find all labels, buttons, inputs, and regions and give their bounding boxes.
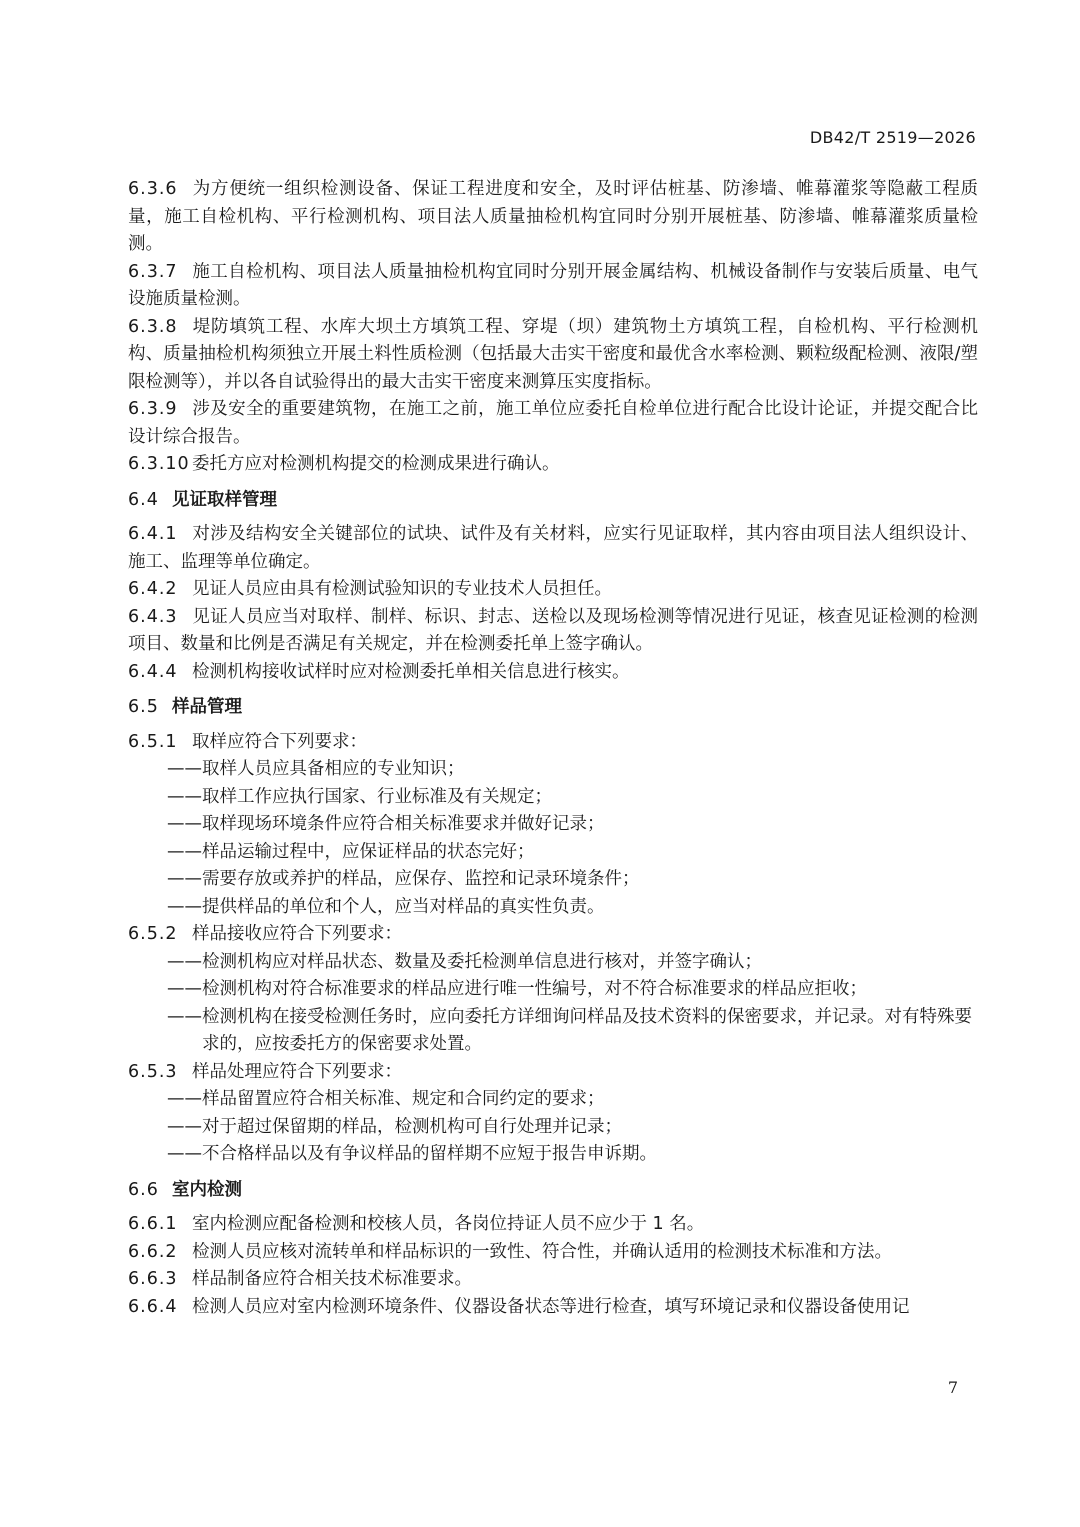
list-item: ——取样工作应执行国家、行业标准及有关规定；: [167, 786, 552, 807]
section-number: 6.5: [128, 697, 159, 717]
document-code: DB42/T 2519—2026: [809, 128, 976, 147]
list-item: ——取样人员应具备相应的专业知识；: [167, 759, 465, 779]
clause-number: 6.3.9: [128, 399, 178, 419]
clause-6-6-3: [128, 1266, 978, 1294]
section-number: 6.4: [128, 489, 159, 510]
document-body: [128, 176, 978, 1321]
section-title: 室内检测: [172, 1179, 242, 1200]
list-item: ——检测机构对符合标准要求的样品应进行唯一性编号，对不符合标准要求的样品应拒收；: [167, 979, 867, 999]
clause-text: 委托方应对检测机构提交的检测成果进行确认。: [192, 454, 560, 474]
list-item: ——取样现场环境条件应符合相关标准要求并做好记录；: [167, 814, 605, 834]
section-heading-6-4: [128, 487, 978, 515]
section-number: 6.6: [128, 1179, 159, 1200]
clause-text: 样品接收应符合下列要求：: [192, 924, 402, 944]
clause-6-5-2: [128, 921, 978, 949]
list-item: ——不合格样品以及有争议样品的留样期不应短于报告申诉期。: [167, 1144, 657, 1164]
list-item: ——提供样品的单位和个人，应当对样品的真实性负责。: [167, 896, 605, 917]
clause-number: 6.5.2: [128, 924, 178, 944]
clause-6-3-7: [128, 259, 978, 314]
clause-number: 6.3.8: [128, 316, 178, 337]
list-item: ——需要存放或养护的样品，应保存、监控和记录环境条件；: [167, 869, 640, 889]
clause-6-3-8: [128, 314, 978, 397]
clause-number: 6.3.6: [128, 179, 178, 199]
clause-number: 6.4.2: [128, 579, 178, 599]
clause-text: 对涉及结构安全关键部位的试块、试件及有关材料，应实行见证取样，其内容由项目法人组织设计、施工、监理等单位确定。: [128, 524, 978, 572]
clause-number: 6.6.1: [128, 1214, 178, 1234]
clause-text: 室内检测应配备检测和校核人员，各岗位持证人员不应少于 1 名。: [192, 1214, 705, 1234]
clause-text: 见证人员应当对取样、制样、标识、封志、送检以及现场检测等情况进行见证，核查见证检测的检测项目、数量和比例是否满足有关规定，并在检测委托单上签字确认。: [128, 606, 978, 654]
section-title: 见证取样管理: [172, 489, 277, 510]
clause-6-5-1: [128, 729, 978, 757]
clause-6-3-6: [128, 176, 978, 259]
clause-number: 6.4.1: [128, 524, 178, 544]
clause-number: 6.4.3: [128, 606, 178, 627]
list-item: ——检测机构在接受检测任务时，应向委托方详细询问样品及技术资料的保密要求，并记录。对有特殊要求的，应按委托方的保密要求处置。: [167, 1006, 972, 1054]
section-heading-6-6: [128, 1177, 978, 1205]
clause-6-6-4: [128, 1294, 978, 1322]
clause-6-4-4: [128, 659, 978, 687]
clause-text: 涉及安全的重要建筑物，在施工之前，施工单位应委托自检单位进行配合比设计论证，并提交配合比设计综合报告。: [128, 399, 978, 447]
clause-6-4-2: [128, 576, 978, 604]
clause-6-4-1: [128, 521, 978, 576]
clause-text: 见证人员应由具有检测试验知识的专业技术人员担任。: [192, 579, 612, 599]
clause-number: 6.6.4: [128, 1296, 178, 1317]
list-item: ——对于超过保留期的样品，检测机构可自行处理并记录；: [167, 1116, 622, 1137]
clause-6-5-3: [128, 1059, 978, 1087]
clause-6-3-9: [128, 396, 978, 451]
clause-number: 6.6.3: [128, 1269, 178, 1289]
clause-number: 6.5.3: [128, 1061, 178, 1082]
clause-6-3-10: [128, 451, 978, 479]
section-heading-6-5: [128, 694, 978, 722]
clause-text: 取样应符合下列要求：: [192, 731, 367, 752]
clause-text: 检测人员应对室内检测环境条件、仪器设备状态等进行检查，填写环境记录和仪器设备使用记: [192, 1296, 910, 1317]
clause-text: 检测机构接收试样时应对检测委托单相关信息进行核实。: [192, 661, 630, 682]
clause-number: 6.3.7: [128, 261, 178, 282]
clause-6-4-3: [128, 604, 978, 659]
clause-text: 检测人员应核对流转单和样品标识的一致性、符合性，并确认适用的检测技术标准和方法。: [192, 1241, 892, 1262]
list-item: ——样品留置应符合相关标准、规定和合同约定的要求；: [167, 1089, 605, 1109]
clause-number: 6.4.4: [128, 661, 178, 682]
clause-number: 6.3.10: [128, 454, 190, 474]
page-number: 7: [947, 1378, 958, 1397]
clause-6-6-1: [128, 1211, 978, 1239]
clause-text: 堤防填筑工程、水库大坝土方填筑工程、穿堤（坝）建筑物土方填筑工程，自检机构、平行检测机构、质量抽检机构须独立开展土料性质检测（包括最大击实干密度和最优含水率检测、颗粒级配检测、液限/塑限检测等），并以各自试验得出的最大击实干密度来测算压实度指标。: [128, 316, 978, 392]
clause-text: 为方便统一组织检测设备、保证工程进度和安全，及时评估桩基、防渗墙、帷幕灌浆等隐蔽工程质量，施工自检机构、平行检测机构、项目法人质量抽检机构宜同时分别开展桩基、防渗墙、帷幕灌浆质量检测。: [128, 179, 978, 254]
list-item: ——检测机构应对样品状态、数量及委托检测单信息进行核对，并签字确认；: [167, 951, 762, 972]
clause-text: 样品制备应符合相关技术标准要求。: [192, 1269, 472, 1289]
list-item: ——样品运输过程中，应保证样品的状态完好；: [167, 841, 535, 862]
clause-number: 6.6.2: [128, 1241, 178, 1262]
section-title: 样品管理: [172, 697, 242, 717]
clause-text: 样品处理应符合下列要求：: [192, 1061, 402, 1082]
clause-number: 6.5.1: [128, 731, 178, 752]
clause-text: 施工自检机构、项目法人质量抽检机构宜同时分别开展金属结构、机械设备制作与安装后质量、电气设施质量检测。: [128, 261, 978, 309]
clause-6-6-2: [128, 1239, 978, 1267]
